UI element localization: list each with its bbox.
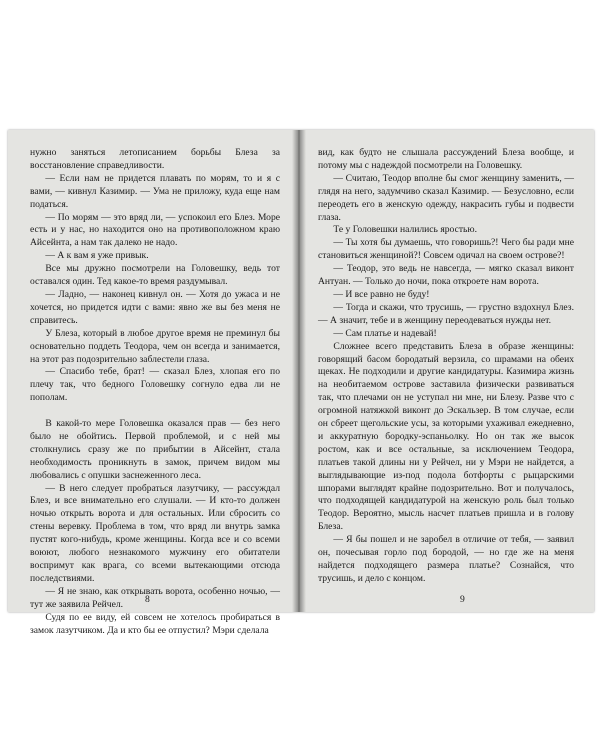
paragraph: У Блеза, который в любое другое время не преминул бы основательно поддеть Теодора, чем он всегда и занимается, на этот раз подозрительно заблестели глаза. (30, 327, 280, 365)
book-spine-gutter (292, 130, 306, 612)
open-book (8, 130, 594, 636)
paragraph: — И все равно не буду! (333, 288, 430, 300)
left-page (8, 130, 296, 636)
paragraph: — Сам платье и надевай! (333, 327, 437, 339)
paragraph: — Спасибо тебе, брат! — сказал Блез, хлопая его по плечу так, что бедного Головешку согнуло едва ли не пополам. (30, 366, 280, 404)
left-page-number: 8 (145, 594, 150, 605)
paragraph: — Тогда и скажи, что трусишь, — грустно вздохнул Блез. — А значит, тебе и в женщину переодеваться нужды нет. (318, 301, 574, 326)
right-page (302, 130, 594, 612)
left-page-text (30, 147, 280, 637)
paragraph: Сложнее всего представить Блеза в образе женщины: говорящий басом бородатый верзила, со шрамами на обеих щеках. Не подходили и другие кандидатуры. Казимира жизнь на необитаемом острове заставила физически развиваться так, что плечами он не уступал ни мне, ни Блезу. Разве что с огромной натяжкой виконт до Эскальзер. В том случае, если он сбреет щегольские усы, за которыми ухаживал ежедневно, и аккуратную бородку-эспаньолку. Но он так же высок ростом, как и все остальные, за исключением Теодора, платьев такой длины ни у Рейчел, ни у Мэри не найдется, а выглядывающие из-под подола ботфорты с рыцарскими шпорами выглядят крайне подозрительно. Вот и получалось, что подходящей кандидатурой на женскую роль был только Теодор. Вероятно, мысль насчет платьев пришла и в голову Блеза. (318, 340, 574, 533)
paragraph: Те у Головешки налились яростью. (333, 224, 477, 236)
paragraph: — Я бы пошел и не заробел в отличие от тебя, — заявил он, почесывая горло под бородой, — но где же на меня найдется подходящего размера платье? Сознайся, что трусишь, и дело с концом. (318, 534, 574, 584)
paragraph: — Ты хотя бы думаешь, что говоришь?! Чего бы ради мне становиться женщиной?! Совсем одичал на своем острове?! (318, 237, 574, 262)
right-page-text (318, 147, 574, 586)
paragraph: Все мы дружно посмотрели на Головешку, ведь тот оставался один. Тед какое-то время раздумывал. (30, 263, 280, 288)
paragraph: Судя по ее виду, ей совсем не хотелось пробираться в замок лазутчиком. Да и кто бы ее отпустил? Мэри сделала (30, 611, 280, 636)
section-break (30, 405, 280, 418)
paragraph: нужно заняться летописанием борьбы Блеза за восстановление справедливости. (30, 147, 280, 171)
right-page-number: 9 (460, 594, 465, 605)
paragraph: — В него следует пробраться лазутчику, — рассуждал Блез, и все внимательно его слушали. — И кто-то должен ночью открыть ворота и для остальных. Или сбросить со стены веревку. Проблема в том, что вряд ли внутрь замка пустят кого-нибудь, кроме женщины. Когда все и со всеми воюют, любого незнакомого мужчину его обитатели воспримут как врага, со всеми вытекающими отсюда последствиями. (30, 482, 280, 584)
paragraph: — А к вам я уже привык. (45, 250, 149, 262)
paragraph: — Если нам не придется плавать по морям, то и я с вами, — кивнул Казимир. — Ума не приложу, куда еще нам податься. (30, 172, 280, 210)
paragraph: — Я не знаю, как открывать ворота, особенно ночью, — тут же заявила Рейчел. (30, 585, 280, 610)
paragraph: — Считаю, Теодор вполне бы смог женщину заменить, — глядя на него, задумчиво сказал Казимир. — Безусловно, если переодеть его в женскую одежду, накрасить губы и подвести глаза. (318, 172, 574, 223)
paragraph: вид, как будто не слышала рассуждений Блеза вообще, и потому мы с надеждой посмотрели на Головешку. (318, 147, 574, 171)
paragraph: — Ладно, — наконец кивнул он. — Хотя до ужаса и не хочется, но придется идти с вами: явно же вы без меня не справитесь. (30, 288, 280, 326)
paragraph: — По морям — это вряд ли, — успокоил его Блез. Море есть и у нас, но находится оно на противоположном краю Айсейнта, а нам так далеко не надо. (30, 211, 280, 249)
paragraph: — Теодор, это ведь не навсегда, — мягко сказал виконт Антуан. — Только до ночи, пока откроете нам ворота. (318, 263, 574, 288)
paragraph: В какой-то мере Головешка оказался прав — без него было не обойтись. Первой проблемой, и с ней мы столкнулись сразу же по прибытии в Айсейнт, стала необходимость проникнуть в замок, причем видом мы любовались с опушки заснеженного леса. (30, 418, 280, 481)
